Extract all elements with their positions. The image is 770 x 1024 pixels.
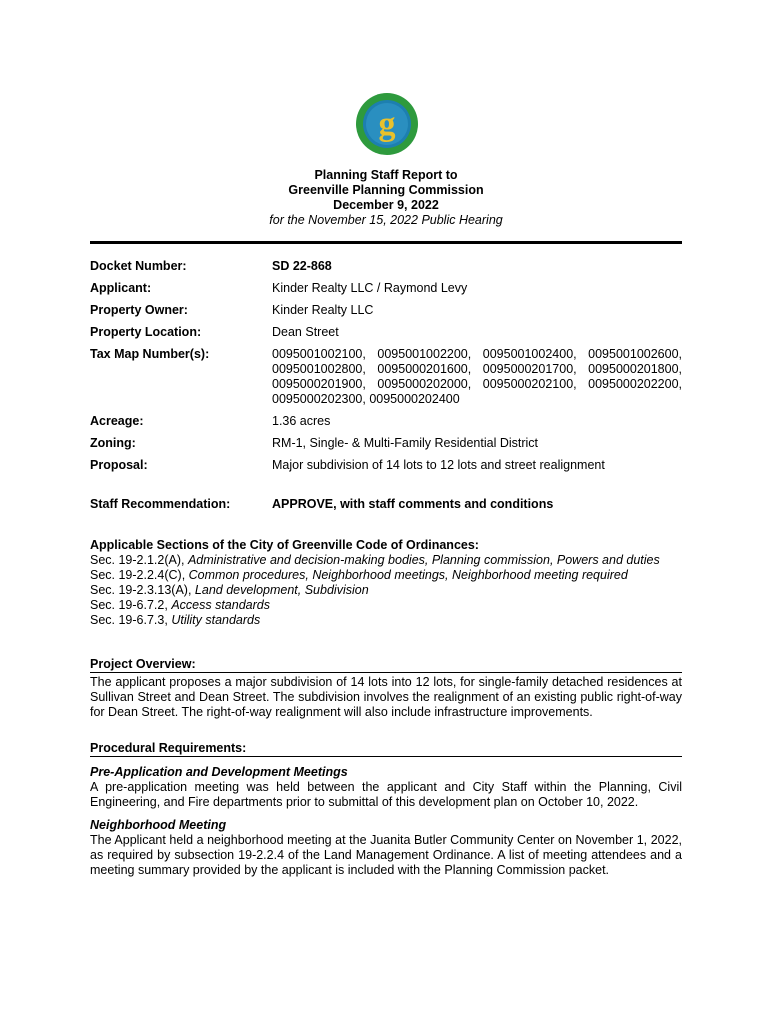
fact-row-zoning [90,436,682,451]
fact-label: Applicant: [90,281,152,295]
ordinances-title: Applicable Sections of the City of Greenville Code of Ordinances: [90,538,479,552]
fact-value: Kinder Realty LLC [272,303,374,317]
logo-letter: g [378,106,396,143]
ordinance-item: Sec. 19-2.1.2(A), Administrative and decision-making bodies, Planning commission, Powers and duties [90,553,660,567]
fact-value: RM-1, Single- & Multi-Family Residential District [272,436,539,450]
fact-row-tax-map [90,347,682,407]
fact-label: Staff Recommendation: [90,497,231,511]
fact-value: 1.36 acres [272,414,331,428]
ordinance-item: Sec. 19-2.3.13(A), Land development, Subdivision [90,583,369,597]
fact-value: 0095001002100, 0095001002200, 0095001002400, 0095001002600, 0095001002800, 0095000201600, 0095000201700, 0095000201800, 0095000201900, 0095000202000, 0095000202100, 0095000202200, 0095000202300, 0095000202400 [272,347,682,406]
facts-table [90,259,682,512]
fact-value: Major subdivision of 14 lots to 12 lots and street realignment [272,458,605,472]
header-hearing: for the November 15, 2022 Public Hearing [269,213,503,227]
header-line-1: Planning Staff Report to [314,168,458,182]
fact-row-applicant [90,281,682,296]
fact-row-owner [90,303,682,318]
procedural-section [90,741,682,878]
neighborhood-meeting-text: The Applicant held a neighborhood meeting at the Juanita Butler Community Center on November 1, 2022, as required by subsection 19-2.2.4 of the Land Management Ordinance. A list of meeting attendees and a meeting summary provided by the applicant is included with the Planning Commission packet. [90,833,682,877]
ordinances-section [90,538,682,628]
fact-value: APPROVE, with staff comments and conditions [272,497,554,511]
fact-row-recommendation [90,497,682,512]
fact-row-location [90,325,682,340]
overview-section [90,657,682,720]
fact-label: Docket Number: [90,259,187,273]
fact-label: Property Owner: [90,303,188,317]
fact-label: Acreage: [90,414,144,428]
neighborhood-meeting-title: Neighborhood Meeting [90,818,227,832]
fact-label: Property Location: [90,325,202,339]
report-header [90,168,682,228]
header-date: December 9, 2022 [333,198,439,212]
fact-label: Tax Map Number(s): [90,347,210,361]
pre-application-text: A pre-application meeting was held between the applicant and City Staff within the Planning, Civil Engineering, and Fire departments prior to submittal of this development plan on October 10, 2022. [90,780,682,809]
fact-label: Zoning: [90,436,136,450]
fact-label: Proposal: [90,458,148,472]
fact-value: Kinder Realty LLC / Raymond Levy [272,281,468,295]
city-logo [355,92,419,156]
fact-value: SD 22-868 [272,259,332,273]
ordinance-item: Sec. 19-6.7.3, Utility standards [90,613,261,627]
fact-value: Dean Street [272,325,339,339]
overview-title: Project Overview: [90,657,682,673]
ordinance-item: Sec. 19-6.7.2, Access standards [90,598,270,612]
fact-row-acreage [90,414,682,429]
pre-application-title: Pre-Application and Development Meetings [90,765,348,779]
fact-row-proposal [90,458,682,473]
overview-text: The applicant proposes a major subdivision of 14 lots into 12 lots, for single-family detached residences at Sullivan Street and Dean Street. The subdivision involves the realignment of an existing public right-of-way for Dean Street. The right-of-way realignment will also include infrastructure improvements. [90,675,682,719]
header-divider [90,241,682,244]
fact-row-docket [90,259,682,274]
procedural-title: Procedural Requirements: [90,741,682,757]
ordinance-item: Sec. 19-2.2.4(C), Common procedures, Neighborhood meetings, Neighborhood meeting required [90,568,628,582]
header-line-2: Greenville Planning Commission [288,183,484,197]
